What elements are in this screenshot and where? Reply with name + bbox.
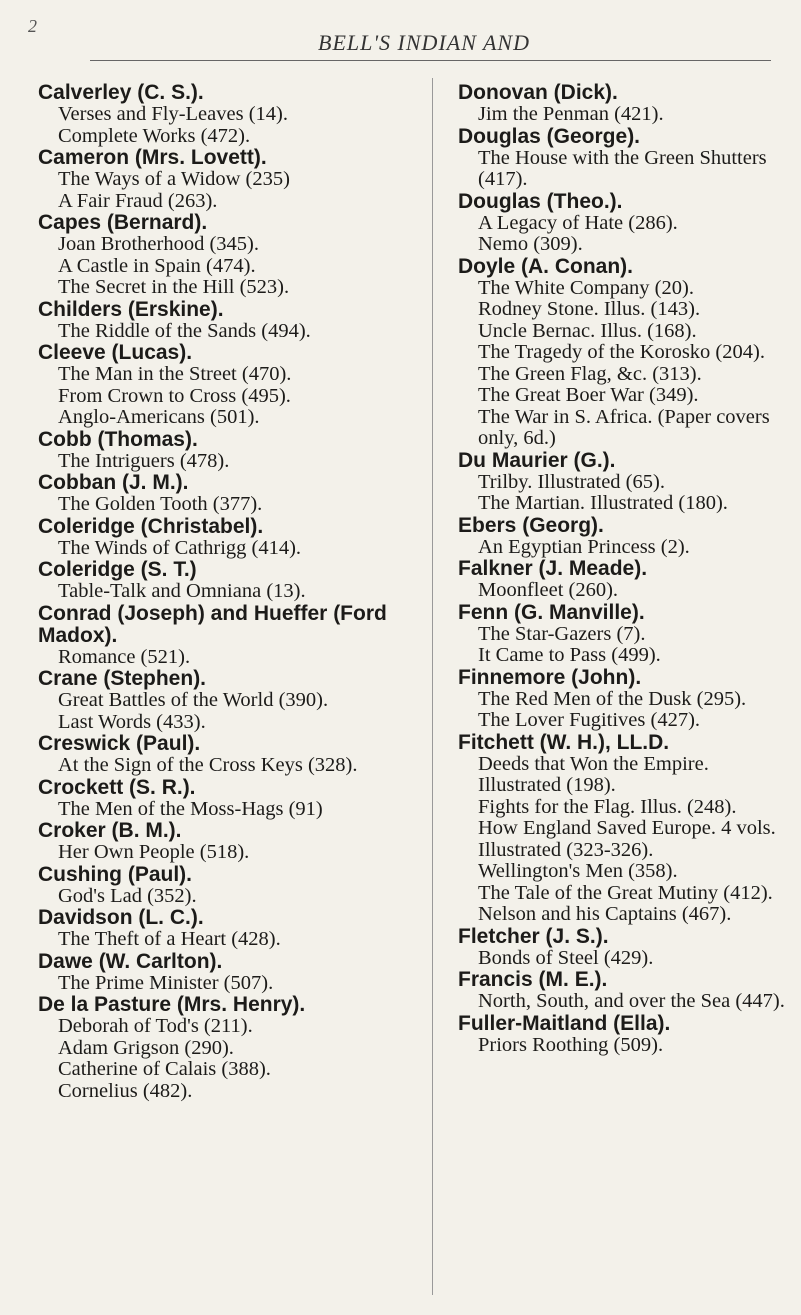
index-entry (38, 668, 420, 733)
book-title: Complete Works (472). (58, 124, 251, 147)
book-title: How England Saved Europe. 4 vols. Illustrated (323-326). (478, 817, 776, 861)
index-entry (458, 1013, 796, 1057)
book-title: Cornelius (482). (58, 1079, 193, 1102)
index-entry (38, 147, 420, 212)
book-title: The Men of the Moss-Hags (91) (58, 797, 323, 820)
author-name: Crane (Stephen). (38, 667, 207, 690)
book-title: At the Sign of the Cross Keys (328). (58, 754, 358, 776)
book-title: The War in S. Africa. (Paper covers only, 6d.) (478, 405, 770, 449)
author-name: Coleridge (Christabel). (38, 514, 264, 538)
author-name: Coleridge (S. T.) (38, 558, 197, 581)
book-title: The Lover Fugitives (427). (478, 709, 701, 731)
author-name: De la Pasture (Mrs. Henry). (38, 993, 306, 1016)
author-name: Crockett (S. R.). (38, 775, 196, 799)
index-entry (38, 733, 420, 777)
book-title: Great Battles of the World (390). (58, 689, 329, 711)
index-entry (458, 191, 796, 256)
book-title: The Martian. Illustrated (180). (478, 492, 728, 514)
book-title: Adam Grigson (290). (58, 1036, 234, 1059)
book-title: Her Own People (518). (58, 841, 250, 863)
book-title: Last Words (433). (58, 710, 206, 733)
book-title: Jim the Penman (421). (478, 103, 664, 125)
index-entry (458, 969, 796, 1013)
index-entry (38, 603, 420, 669)
book-title: Anglo-Americans (501). (58, 406, 260, 428)
author-name: Falkner (J. Meade). (458, 557, 648, 580)
book-title: The Ways of a Widow (235) (58, 168, 290, 190)
book-title: A Castle in Spain (474). (58, 254, 256, 277)
book-title: From Crown to Cross (495). (58, 384, 291, 407)
book-title: North, South, and over the Sea (447). (478, 990, 785, 1012)
book-title: Deeds that Won the Empire. Illustrated (198). (478, 752, 709, 796)
index-entry (38, 951, 420, 995)
book-title: The Winds of Cathrigg (414). (58, 536, 302, 559)
author-name: Cushing (Paul). (38, 862, 192, 886)
book-title: Trilby. Illustrated (65). (478, 470, 665, 493)
book-title: A Fair Fraud (263). (58, 189, 218, 212)
index-entry (458, 126, 796, 191)
author-name: Doyle (A. Conan). (458, 254, 634, 278)
author-name: Calverley (C. S.). (38, 81, 204, 104)
book-title: Table-Talk and Omniana (13). (58, 580, 306, 602)
book-title: Rodney Stone. Illus. (143). (478, 298, 701, 320)
index-entry (38, 864, 420, 908)
book-title: The White Company (20). (478, 276, 694, 299)
index-entry (458, 450, 796, 515)
index-entry (38, 907, 420, 951)
book-title: The Star-Gazers (7). (478, 622, 646, 645)
index-entry (38, 777, 420, 821)
book-title: The Golden Tooth (377). (58, 493, 263, 515)
author-name: Finnemore (John). (458, 665, 642, 689)
author-name: Douglas (Theo.). (458, 189, 623, 213)
index-entry (38, 559, 420, 603)
index-entry (458, 256, 796, 450)
header-rule (90, 60, 771, 61)
author-name: Capes (Bernard). (38, 211, 208, 234)
book-title: The Man in the Street (470). (58, 363, 292, 385)
index-entry (38, 82, 420, 147)
book-title: A Legacy of Hate (286). (478, 211, 678, 234)
book-title: Joan Brotherhood (345). (58, 233, 259, 255)
book-title: The Green Flag, &c. (313). (478, 362, 702, 385)
author-name: Cleeve (Lucas). (38, 341, 193, 364)
book-title: Verses and Fly-Leaves (14). (58, 103, 288, 125)
index-entry (38, 429, 420, 473)
book-title: The Theft of a Heart (428). (58, 928, 281, 950)
author-name: Croker (B. M.). (38, 819, 182, 842)
index-entry (38, 994, 420, 1102)
book-title: The Prime Minister (507). (58, 971, 274, 994)
book-title: Bonds of Steel (429). (478, 946, 654, 969)
book-title: Moonfleet (260). (478, 579, 619, 601)
book-title: Romance (521). (58, 645, 191, 668)
index-entry (38, 516, 420, 560)
index-entry (458, 82, 796, 126)
author-name: Fuller-Maitland (Ella). (458, 1011, 671, 1035)
index-entry (458, 515, 796, 559)
book-title: Fights for the Flag. Illus. (248). (478, 795, 737, 818)
index-entry (38, 472, 420, 516)
index-entry (38, 342, 420, 429)
book-title: Priors Roothing (509). (478, 1033, 664, 1056)
author-name: Davidson (L. C.). (38, 906, 204, 929)
column-divider (432, 78, 433, 1295)
running-title: BELL'S INDIAN AND (318, 30, 530, 55)
book-title: The House with the Green Shutters (417). (478, 146, 767, 190)
index-entry (38, 212, 420, 299)
author-name: Conrad (Joseph) and Hueffer (Ford Madox). (38, 601, 387, 647)
author-name: Du Maurier (G.). (458, 448, 616, 472)
book-title: It Came to Pass (499). (478, 644, 661, 666)
index-entry (38, 820, 420, 864)
right-column (458, 82, 796, 1056)
book-title: Deborah of Tod's (211). (58, 1015, 253, 1037)
book-title: The Intriguers (478). (58, 449, 230, 472)
index-entry (38, 299, 420, 343)
book-title: The Red Men of the Dusk (295). (478, 687, 747, 710)
book-title: The Great Boer War (349). (478, 384, 699, 406)
author-name: Cobban (J. M.). (38, 471, 189, 494)
author-name: Creswick (Paul). (38, 732, 201, 755)
book-title: Nelson and his Captains (467). (478, 903, 732, 925)
page-number: 2 (28, 16, 37, 36)
author-name: Douglas (George). (458, 124, 641, 148)
author-name: Cameron (Mrs. Lovett). (38, 146, 267, 169)
book-title: The Secret in the Hill (523). (58, 276, 290, 298)
book-title: Catherine of Calais (388). (58, 1058, 271, 1080)
author-name: Fletcher (J. S.). (458, 924, 609, 948)
author-name: Fitchett (W. H.), LL.D. (458, 730, 670, 754)
index-entry (458, 558, 796, 602)
author-name: Francis (M. E.). (458, 968, 608, 991)
index-entry (458, 732, 796, 926)
author-name: Dawe (W. Carlton). (38, 949, 223, 973)
book-title: Wellington's Men (358). (478, 860, 678, 882)
book-title: Uncle Bernac. Illus. (168). (478, 319, 697, 342)
left-column (38, 82, 420, 1102)
index-entry (458, 926, 796, 970)
author-name: Cobb (Thomas). (38, 427, 198, 451)
author-name: Fenn (G. Manville). (458, 600, 645, 624)
author-name: Ebers (Georg). (458, 513, 604, 537)
book-title: The Riddle of the Sands (494). (58, 319, 311, 342)
book-title: Nemo (309). (478, 233, 583, 255)
book-title: An Egyptian Princess (2). (478, 535, 690, 558)
book-title: The Tragedy of the Korosko (204). (478, 341, 765, 363)
index-entry (458, 667, 796, 732)
book-title: The Tale of the Great Mutiny (412). (478, 881, 773, 904)
book-title: God's Lad (352). (58, 884, 197, 907)
author-name: Childers (Erskine). (38, 297, 224, 321)
author-name: Donovan (Dick). (458, 81, 618, 104)
index-entry (458, 602, 796, 667)
